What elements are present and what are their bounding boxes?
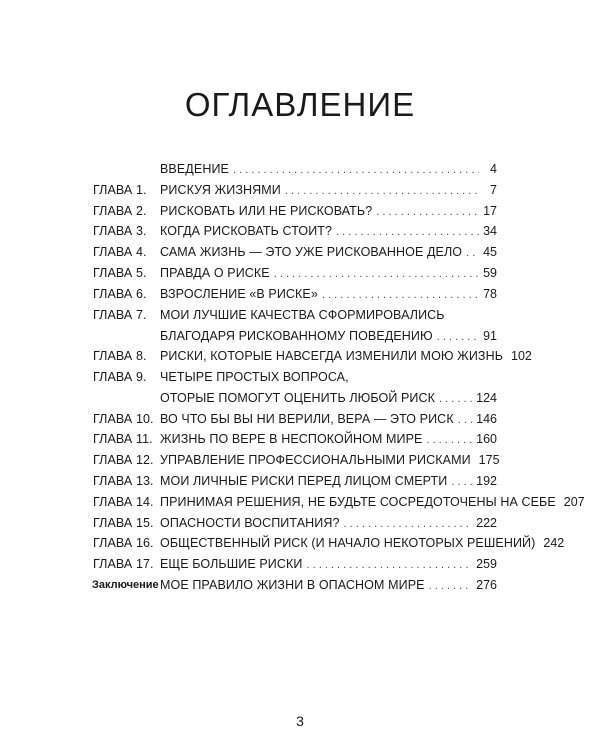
dot-leader (336, 225, 479, 239)
toc-entry-line (160, 162, 497, 183)
toc-entry-label: ГЛАВА 1. (93, 182, 147, 197)
toc-entry-label: ГЛАВА 11. (93, 432, 153, 447)
dot-leader (344, 517, 473, 531)
dot-leader (466, 246, 479, 260)
toc-entry-page: 7 (490, 182, 497, 197)
toc-entry-page: 59 (483, 266, 497, 280)
toc-entry-page: 222 (476, 515, 497, 530)
toc-entry-label: ГЛАВА 12. (93, 453, 154, 468)
toc-entry-body (160, 349, 532, 370)
dot-leader (437, 330, 479, 344)
toc-entry-title: ОТОРЫЕ ПОМОГУТ ОЦЕНИТЬ ЛЮБОЙ РИСК (160, 391, 436, 405)
toc-entry-title: ПРАВДА О РИСКЕ (160, 266, 270, 280)
toc-entry-line (160, 349, 532, 370)
toc-entry-label: ГЛАВА 5. (93, 266, 147, 280)
toc-entry-title: ЕЩЕ БОЛЬШИЕ РИСКИ (160, 557, 303, 572)
toc-entry-body (160, 578, 497, 599)
toc-entry-title: КОГДА РИСКОВАТЬ СТОИТ? (160, 224, 333, 239)
toc-entry-page: 124 (476, 391, 497, 405)
dot-leader (458, 413, 472, 427)
page-title: ОГЛАВЛЕНИЕ (184, 86, 416, 123)
toc-entry-label: ГЛАВА 14. (93, 494, 154, 509)
toc-entry-body (160, 557, 497, 578)
toc-entry-label: ГЛАВА 10. (93, 411, 154, 426)
dot-leader (306, 558, 472, 572)
toc-entry-page: 192 (476, 474, 497, 488)
dot-leader (322, 288, 479, 302)
toc-entry-title: ОПАСНОСТИ ВОСПИТАНИЯ? (160, 515, 340, 530)
toc-entry-page: 160 (476, 432, 497, 447)
toc-entry-line (160, 308, 497, 329)
toc-entry-body (160, 204, 497, 225)
toc-entry-label: ГЛАВА 16. (93, 536, 154, 551)
dot-leader (274, 267, 479, 281)
toc-entry-title: РИСКИ, КОТОРЫЕ НАВСЕГДА ИЗМЕНИЛИ МОЮ ЖИЗНЬ (160, 349, 503, 364)
toc-entry-page: 102 (511, 349, 532, 364)
dot-leader (429, 579, 473, 593)
toc-entry-page: 45 (483, 245, 497, 260)
toc-entry-label: ГЛАВА 8. (93, 349, 147, 364)
toc-entry-title: САМА ЖИЗНЬ — ЭТО УЖЕ РИСКОВАННОЕ ДЕЛО (160, 245, 463, 260)
toc-entry-line (160, 391, 497, 412)
toc-entry-line (160, 494, 585, 516)
toc-entry-body (160, 432, 497, 453)
toc-entry-label: ГЛАВА 4. (93, 245, 147, 260)
toc-entry-body (160, 266, 497, 287)
toc-entry-title: ЖИЗНЬ ПО ВЕРЕ В НЕСПОКОЙНОМ МИРЕ (160, 432, 423, 447)
toc-entry-title: ВВЕДЕНИЕ (160, 162, 229, 176)
dot-leader (285, 184, 479, 198)
toc-entry-label: ГЛАВА 7. (93, 307, 147, 322)
toc-entry-title: ОБЩЕСТВЕННЫЙ РИСК (И НАЧАЛО НЕКОТОРЫХ РЕШЕНИЙ) (160, 536, 536, 551)
toc-entry-label: ГЛАВА 6. (93, 286, 147, 301)
toc-entry-line (160, 224, 497, 245)
toc-entry-line (160, 578, 497, 599)
toc-entry-line (160, 557, 497, 578)
toc-entry-title: ПРИНИМАЯ РЕШЕНИЯ, НЕ БУДЬТЕ СОСРЕДОТОЧЕНЫ НА СЕБЕ (160, 494, 556, 509)
toc-entry-title: РИСКОВАТЬ ИЛИ НЕ РИСКОВАТЬ? (160, 203, 373, 218)
toc-entry-line (160, 204, 497, 225)
toc-entry-title: МОЕ ПРАВИЛО ЖИЗНИ В ОПАСНОМ МИРЕ (160, 578, 425, 592)
toc-entry-title: УПРАВЛЕНИЕ ПРОФЕССИОНАЛЬНЫМИ РИСКАМИ (160, 453, 471, 468)
toc-entry-body (160, 308, 497, 350)
toc-entry-body (160, 536, 565, 557)
toc-entry-label: ГЛАВА 15. (93, 515, 154, 530)
toc-entry-line (160, 245, 497, 266)
toc-entry-body (160, 183, 497, 204)
toc-entry-label: Заключение (92, 579, 159, 591)
toc-entry-body (160, 287, 497, 308)
toc-entry-title: МОИ ЛУЧШИЕ КАЧЕСТВА СФОРМИРОВАЛИСЬ (160, 307, 445, 322)
toc-entry-body (160, 370, 497, 412)
toc-entry-label: ГЛАВА 3. (93, 224, 147, 239)
toc-entry-body (160, 412, 497, 433)
dot-leader (439, 392, 472, 406)
toc-entry-body (160, 245, 497, 266)
toc-entry-page: 91 (483, 328, 497, 343)
toc-entry-line (160, 516, 497, 537)
toc-entry-title: ВО ЧТО БЫ ВЫ НИ ВЕРИЛИ, ВЕРА — ЭТО РИСК (160, 411, 454, 426)
toc-entry-page: 175 (478, 453, 500, 468)
toc-entry-line (160, 287, 497, 308)
toc-entry-page: 242 (543, 536, 565, 551)
toc-entry-page: 17 (483, 203, 497, 218)
toc-entry-body (160, 224, 497, 245)
toc-entry-page: 276 (476, 578, 497, 592)
toc-entry-line (160, 370, 497, 391)
toc-entry-page: 207 (563, 494, 585, 509)
toc-entry-label: ГЛАВА 13. (93, 474, 154, 488)
toc-entry-page: 34 (483, 224, 497, 239)
dot-leader (426, 433, 472, 447)
toc-entry-title: МОИ ЛИЧНЫЕ РИСКИ ПЕРЕД ЛИЦОМ СМЕРТИ (160, 474, 448, 488)
toc-entry-line (160, 432, 497, 453)
toc-entry-page: 78 (483, 286, 497, 301)
toc-entry-line (160, 183, 497, 204)
toc-entry-title: ВЗРОСЛЕНИЕ «В РИСКЕ» (160, 286, 318, 301)
toc-entry-line (160, 474, 497, 495)
toc-entry-body (160, 162, 497, 183)
toc-entry-title: БЛАГОДАРЯ РИСКОВАННОМУ ПОВЕДЕНИЮ (160, 328, 433, 343)
page-number: 3 (296, 713, 304, 729)
toc-entry-title: РИСКУЯ ЖИЗНЯМИ (160, 182, 281, 197)
toc-entry-page: 259 (476, 557, 497, 572)
toc-entry-line (160, 412, 497, 433)
toc-entry-label: ГЛАВА 9. (93, 370, 147, 384)
dot-leader (451, 475, 472, 489)
toc-entry-title: ЧЕТЫРЕ ПРОСТЫХ ВОПРОСА, (160, 370, 349, 384)
toc-entry-line (160, 453, 500, 474)
toc-entry-body (160, 494, 585, 516)
dot-leader (233, 163, 479, 177)
toc-entry-line (160, 536, 565, 557)
toc-entry-body (160, 474, 497, 495)
toc-entry-page: 4 (490, 162, 497, 176)
toc-entry-body (160, 453, 500, 474)
dot-leader (376, 205, 479, 219)
toc-entry-page: 146 (476, 411, 497, 426)
toc-entry-line (160, 329, 497, 350)
toc-entry-line (160, 266, 497, 287)
toc-entry-body (160, 516, 497, 537)
toc-entry-label: ГЛАВА 2. (93, 203, 147, 218)
toc-entry-label: ГЛАВА 17. (93, 557, 154, 572)
